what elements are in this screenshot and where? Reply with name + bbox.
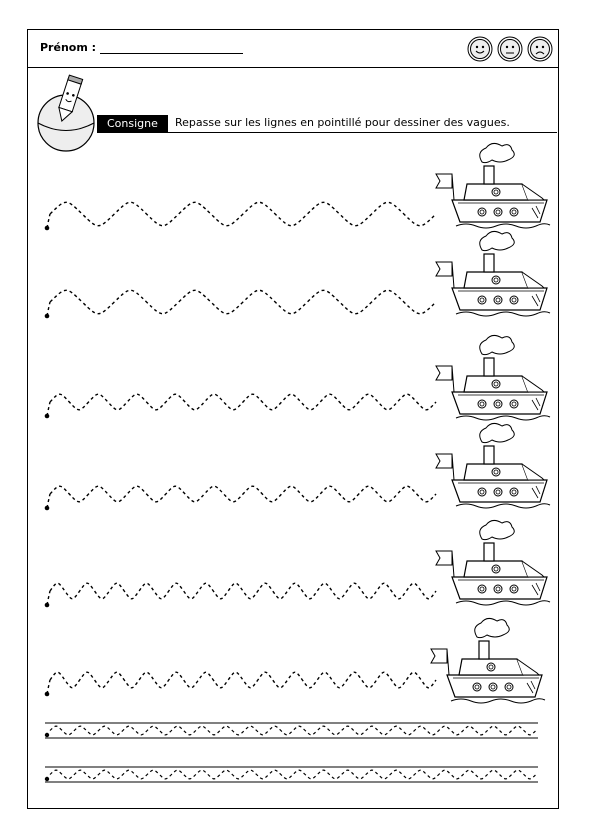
steamboat-icon [436, 143, 550, 228]
start-dot [45, 733, 49, 737]
dotted-lead-in [47, 591, 50, 605]
dotted-wave[interactable] [50, 394, 436, 410]
dotted-wave[interactable] [50, 726, 536, 735]
dotted-lead-in [47, 494, 50, 508]
dotted-wave[interactable] [50, 770, 536, 779]
dotted-wave[interactable] [50, 672, 436, 688]
instruction-badge: Consigne [97, 115, 168, 132]
steamboat-icon [436, 423, 550, 508]
name-label: Prénom : [40, 41, 97, 54]
tracing-row [45, 231, 550, 318]
start-dot [45, 777, 49, 781]
steamboat-icon [436, 335, 550, 420]
ruled-tracing-line [45, 767, 538, 782]
steamboat-icon [436, 231, 550, 316]
steamboat-icon [431, 618, 545, 703]
tracing-row [45, 423, 550, 510]
steamboat-icon [436, 520, 550, 605]
dotted-wave[interactable] [50, 486, 436, 502]
dotted-wave[interactable] [50, 202, 436, 225]
dotted-wave[interactable] [50, 290, 436, 313]
tracing-row [45, 618, 545, 703]
dotted-lead-in [47, 302, 50, 316]
tracing-row [45, 143, 550, 230]
tracing-row [45, 335, 550, 420]
dotted-lead-in [47, 402, 50, 416]
ruled-tracing-line [45, 723, 538, 738]
dotted-lead-in [47, 214, 50, 228]
dotted-lead-in [47, 680, 50, 694]
tracing-row [45, 520, 550, 607]
instruction-text: Repasse sur les lignes en pointillé pour dessiner des vagues. [175, 116, 510, 129]
dotted-wave[interactable] [50, 583, 436, 599]
